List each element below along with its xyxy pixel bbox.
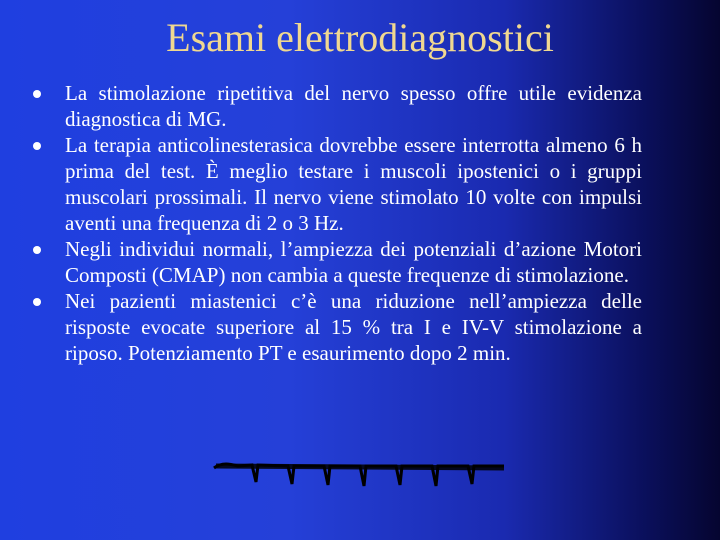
slide-title: Esami elettrodiagnostici [166, 15, 554, 60]
bullet-text: Negli individui normali, l’ampiezza dei potenziali d’azione Motori Composti (CMAP) non cambia a queste frequenze di stimolazione. [65, 237, 642, 287]
bullet-dot-icon [33, 142, 41, 150]
bullet-item [30, 236, 642, 288]
emg-trace-image [212, 452, 508, 492]
bullet-text: La terapia anticolinesterasica dovrebbe essere interrotta almeno 6 h prima del test. È meglio testare i muscoli ipostenici o i gruppi muscolari prossimali. Il nervo viene stimolato 10 volte con impulsi aventi una frequenza di 2 o 3 Hz. [65, 133, 642, 235]
bullet-item [30, 288, 642, 366]
bullet-dot-icon [33, 246, 41, 254]
bullet-dot-icon [33, 90, 41, 98]
bullet-dot-icon [33, 298, 41, 306]
bullet-list [30, 80, 642, 366]
bullet-text: Nei pazienti miastenici c’è una riduzione nell’ampiezza delle risposte evocate superiore al 15 % tra I e IV-V stimolazione a riposo. Potenziamento PT e esaurimento dopo 2 min. [65, 289, 642, 365]
bullet-item [30, 132, 642, 236]
bullet-text: La stimolazione ripetitiva del nervo spesso offre utile evidenza diagnostica di MG. [65, 81, 642, 131]
bullet-item [30, 80, 642, 132]
